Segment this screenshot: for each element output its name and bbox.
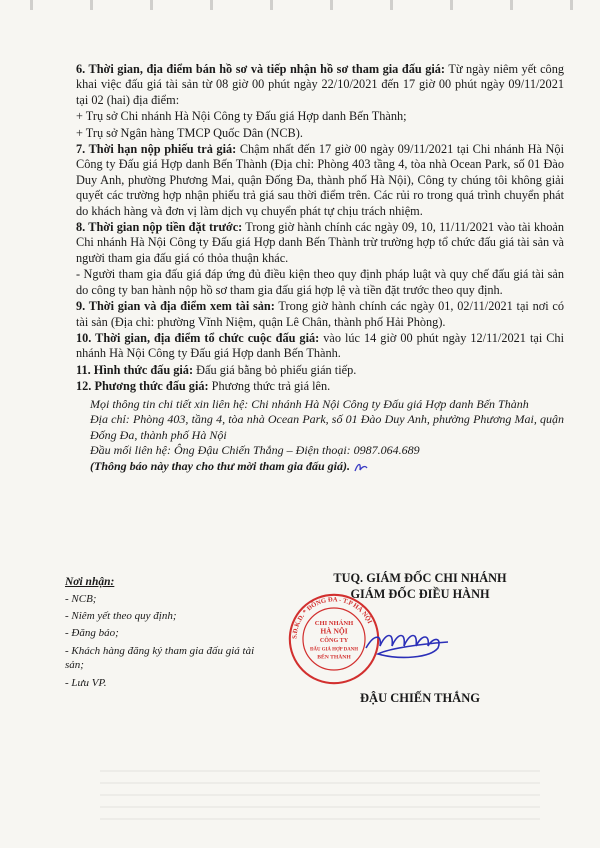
item-7-text: Chậm nhất đến 17 giờ 00 ngày 09/11/2021 tại Chi nhánh Hà Nội Công ty Đấu giá Hợp danh Bến Thành (Địa chỉ: Phòng 403 tầng 4, tòa nhà Ocean Park, số 01 Đào Duy Anh, phường Phương Mai, quận Đống Đa, thành phố Hà Nội), Công ty chúng tôi không giải quyết các trường hợp nhận phiếu trả giá sau thời điểm trên. Các rủi ro trong quá trình chuyển phát do khách hàng và đơn vị làm dịch vụ chuyển phát tự chịu trách nhiệm. (76, 142, 564, 218)
seal-line: BẾN THÀNH (317, 654, 351, 661)
seal-line: HÀ NỘI (320, 626, 348, 636)
item-8-text: Trong giờ hành chính các ngày 09, 10, 11/11/2021 vào tài khoản Chi nhánh Hà Nội Công ty Đấu giá Hợp danh Bến Thành trừ trường hợp tổ chức đấu giá tài sản và người tham gia đấu giá có thỏa thuận khác. (76, 220, 564, 265)
initial-mark-icon (353, 461, 369, 473)
item-9-text: Trong giờ hành chính các ngày 01, 02/11/2021 tại nơi có tài sản (Địa chỉ: phường Vĩnh Niệm, quận Lê Chân, thành phố Hải Phòng). (76, 299, 565, 329)
notice-note (90, 459, 564, 475)
item-10 (76, 331, 564, 362)
recipient-item: - Khách hàng đăng ký tham gia đấu giá tài sản; (65, 645, 255, 671)
seal-line: ĐẤU GIÁ HỢP DANH (309, 647, 359, 653)
item-12 (76, 379, 564, 394)
recipient-item: - Đăng báo; (65, 627, 119, 639)
announcement-body (76, 62, 564, 475)
contact-address: Địa chỉ: Phòng 403, tầng 4, tòa nhà Ocean Park, số 01 Đào Duy Anh, phường Phương Mai, quận Đống Đa, thành phố Hà Nội (90, 412, 564, 442)
authorization-line: TUQ. GIÁM ĐỐC CHI NHÁNH (333, 571, 507, 585)
item-12-text: Phương thức trả giá lên. (208, 379, 331, 394)
item-8 (76, 220, 564, 266)
recipients-title: Nơi nhận: (65, 576, 115, 588)
signer-name: ĐẬU CHIẾN THẮNG (360, 691, 480, 705)
item-6-heading: 6. Thời gian, địa điểm bán hồ sơ và tiếp nhận hồ sơ tham gia đấu giá: (76, 62, 446, 76)
seal-line: CHI NHÁNH (314, 619, 354, 627)
contact-block (76, 397, 564, 475)
seal-line: CÔNG TY (319, 637, 349, 644)
item-12-heading: 12. Phương thức đấu giá: (76, 379, 209, 394)
item-7-heading: 7. Thời hạn nộp phiếu trả giá: (76, 142, 237, 157)
recipient-item: - Lưu VP. (65, 677, 107, 689)
recipients-block (65, 574, 265, 692)
seal-ring-text: S.Đ.K.D. * ĐỐNG ĐA - T.P HÀ NỘI (291, 596, 373, 640)
notice-note-text: (Thông báo này thay cho thư mời tham gia đấu giá). (90, 458, 350, 473)
bleed-through-text (100, 760, 540, 820)
item-8-note: - Người tham gia đấu giá đáp ứng đủ điều kiện theo quy định pháp luật và quy chế đấu giá tài sản do công ty ban hành nộp hồ sơ tham gia đấu giá hợp lệ và tiền đặt trước theo quy định. (76, 267, 564, 297)
item-10-text: vào lúc 14 giờ 00 phút ngày 12/11/2021 tại Chi nhánh Hà Nội Công ty Đấu giá Hợp danh Bến Thành. (76, 330, 564, 361)
item-10-heading: 10. Thời gian, địa điểm tổ chức cuộc đấu giá: (76, 330, 320, 345)
location-1: + Trụ sở Chi nhánh Hà Nội Công ty Đấu giá Hợp danh Bến Thành; (76, 109, 407, 124)
handwritten-signature-icon (360, 618, 452, 674)
recipient-item: - NCB; (65, 593, 97, 605)
scan-artifacts (0, 0, 600, 10)
position-line: GIÁM ĐỐC ĐIỀU HÀNH (350, 587, 490, 601)
contact-line-1: Mọi thông tin chi tiết xin liên hệ: Chi nhánh Hà Nội Công ty Đấu giá Hợp danh Bến Thành (90, 396, 529, 411)
item-11-heading: 11. Hình thức đấu giá: (76, 362, 194, 377)
item-6 (76, 62, 564, 108)
item-6-text: Từ ngày niêm yết công khai việc đấu giá tài sản từ 08 giờ 00 phút ngày 22/10/2021 đến 17 giờ 00 phút ngày 09/11/2021 tại 02 (hai) địa điểm: (76, 62, 564, 107)
contact-person: Đầu mối liên hệ: Ông Đậu Chiến Thắng – Điện thoại: 0987.064.689 (90, 443, 420, 458)
item-9-heading: 9. Thời gian và địa điểm xem tài sản: (76, 299, 275, 314)
recipient-item: - Niêm yết theo quy định; (65, 610, 177, 622)
item-7 (76, 142, 564, 219)
item-11 (76, 363, 564, 378)
item-9 (76, 299, 564, 330)
item-8-heading: 8. Thời gian nộp tiền đặt trước: (76, 220, 243, 235)
item-11-text: Đấu giá bằng bỏ phiếu gián tiếp. (193, 362, 357, 377)
location-2: + Trụ sở Ngân hàng TMCP Quốc Dân (NCB). (76, 125, 303, 140)
